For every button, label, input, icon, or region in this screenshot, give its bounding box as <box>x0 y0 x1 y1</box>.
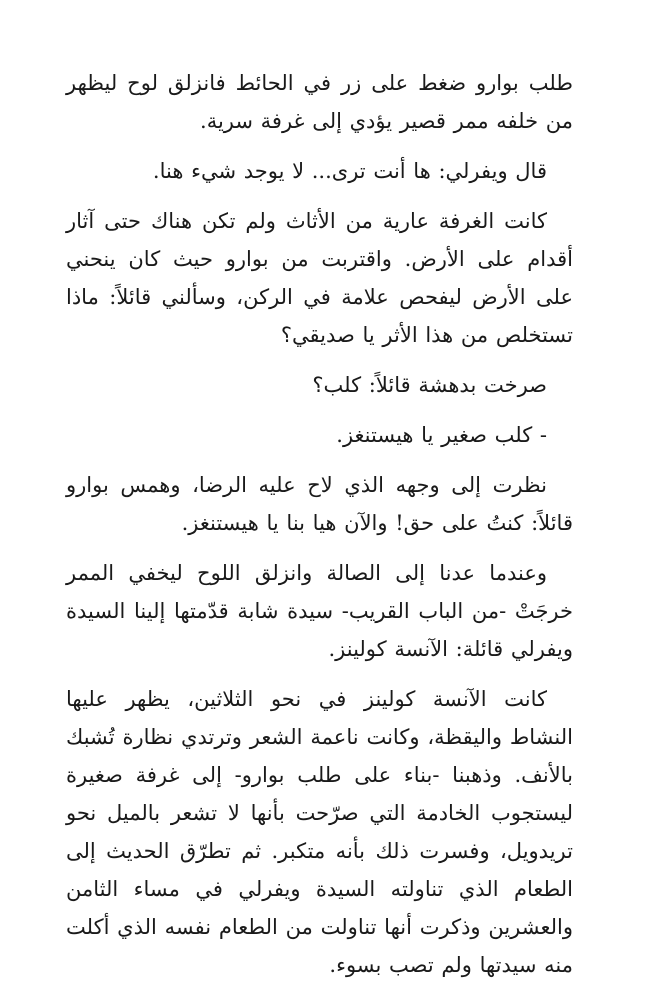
paragraph-secret-room: طلب بوارو ضغط على زر في الحائط فانزلق لوح ليظهر من خلفه ممر قصير يؤدي إلى غرفة سرية. <box>66 71 573 133</box>
paragraph-miss-collins-description: كانت الآنسة كولينز في نحو الثلاثين، يظهر عليها النشاط واليقظة، وكانت ناعمة الشعر وترتدي نظارة تُشبك بالأنف. وذهبنا -بناء على طلب بوارو- إلى غرفة صغيرة ليستجوب الخادمة التي صرّحت بأنها لا تشعر بالميل نحو تريدويل، وفسرت ذلك بأنه متكبر. ثم تطرّق الحديث إلى الطعام الذي تناولته السيدة ويفرلي في مساء الثامن والعشرين وذكرت أنها تناولت من الطعام نفسه الذي أكلت منه سيدتها ولم تصب بسوء. <box>66 687 573 977</box>
paragraph-small-dog: - كلب صغير يا هيستنغز. <box>336 423 547 447</box>
paragraph-empty-room: كانت الغرفة عارية من الأثاث ولم تكن هناك حتى آثار أقدام على الأرض. واقتربت من بوارو حيث كان ينحني على الأرض ليفحص علامة في الركن، وسألني قائلاً: ماذا تستخلص من هذا الأثر يا صديقي؟ <box>66 209 573 347</box>
paragraph-waverly-remark: قال ويفرلي: ها أنت ترى... لا يوجد شيء هنا. <box>152 159 547 183</box>
paragraph-dog-question: صرخت بدهشة قائلاً: كلب؟ <box>312 373 547 397</box>
paragraph-miss-collins-intro: وعندما عدنا إلى الصالة وانزلق اللوح ليخفي الممر خرجَتْ -من الباب القريب- سيدة شابة قدّمتها إلينا السيدة ويفرلي قائلة: الآنسة كولينز. <box>66 561 573 661</box>
paragraph-poirot-whisper: نظرت إلى وجهه الذي لاح عليه الرضا، وهمس بوارو قائلاً: كنتُ على حق! والآن هيا بنا يا هيستنغز. <box>66 473 573 535</box>
